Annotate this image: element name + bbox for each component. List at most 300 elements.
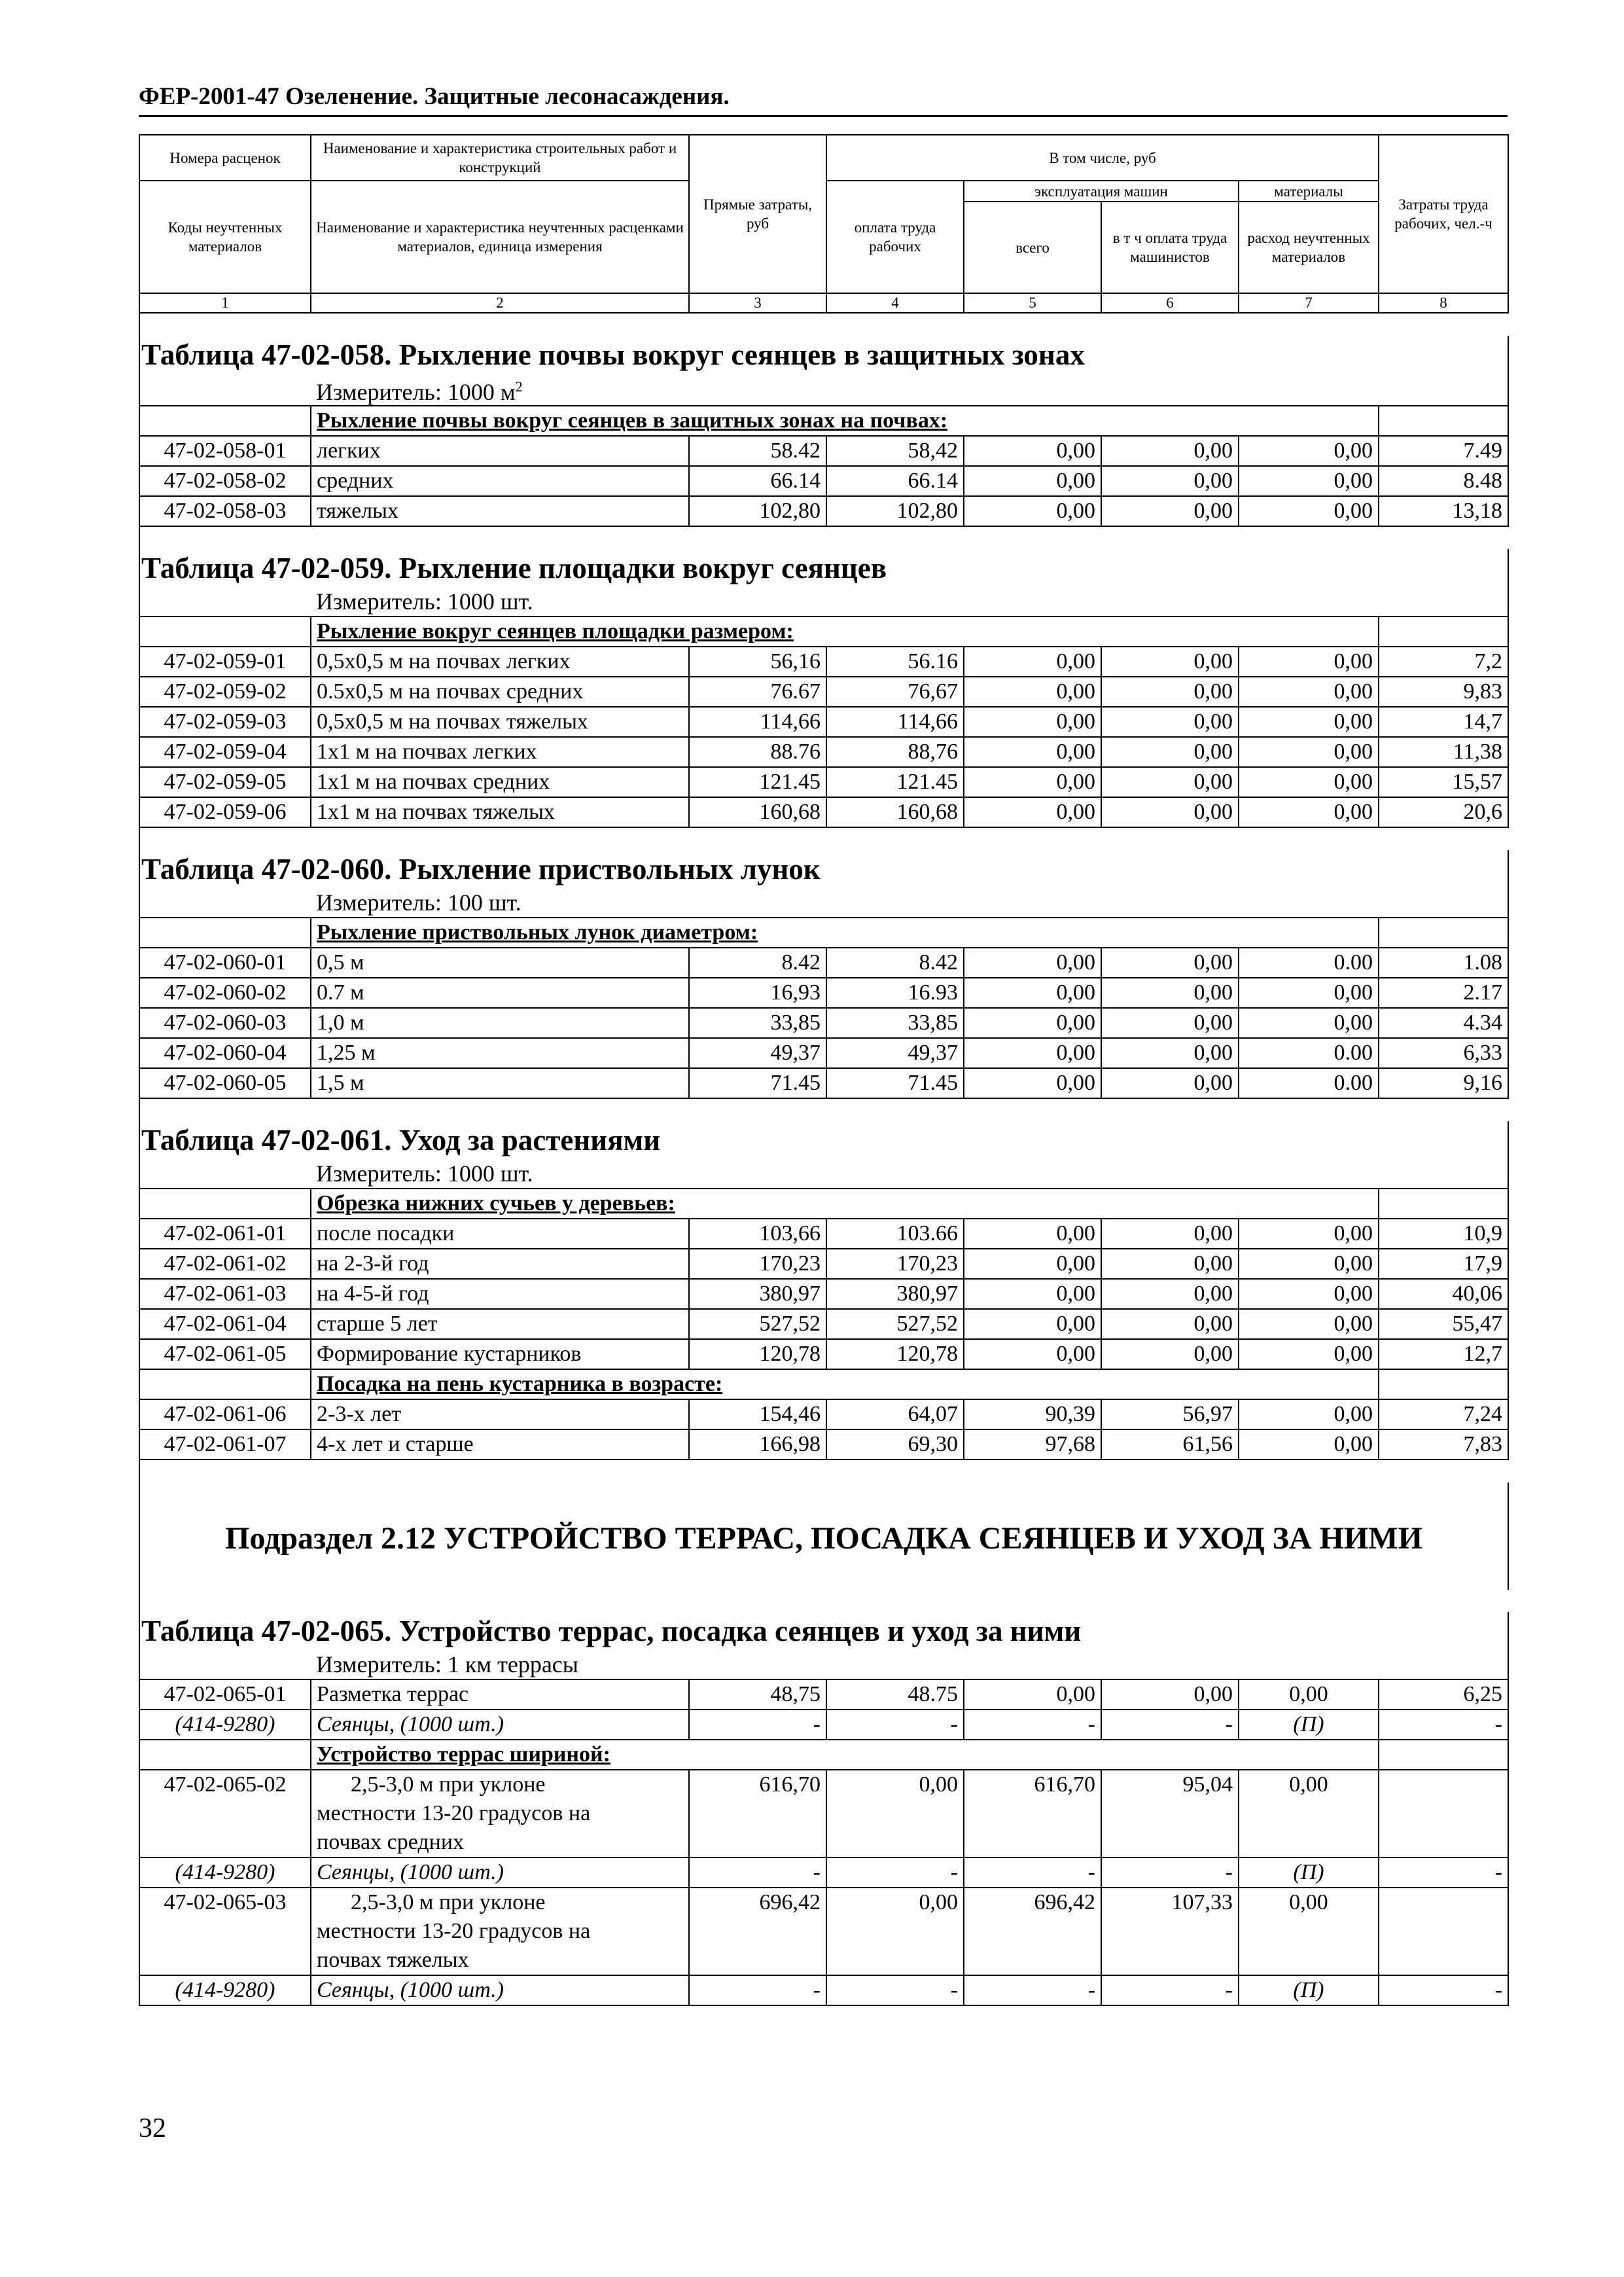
group-header-row — [139, 918, 1508, 948]
machinist-pay: 56,97 — [1101, 1399, 1239, 1429]
rates-table — [139, 134, 1509, 2006]
machine-total: 97,68 — [964, 1429, 1101, 1460]
materials: 0.00 — [1239, 1038, 1379, 1068]
direct-costs: 380,97 — [689, 1279, 826, 1309]
machinist-pay: 0,00 — [1101, 1679, 1239, 1710]
direct-costs: 8.42 — [689, 948, 826, 978]
rate-name: 2-3-х лет — [311, 1399, 689, 1429]
materials: 0,00 — [1239, 1279, 1379, 1309]
direct-costs: 16,93 — [689, 978, 826, 1008]
spacer-row — [139, 1590, 1508, 1612]
group-label: Посадка на пень кустарника в возрасте: — [311, 1369, 1379, 1399]
measure-spacer — [1379, 1159, 1508, 1189]
rate-code: 47-02-065-02 — [139, 1770, 311, 1857]
labor-pay: 71.45 — [826, 1068, 964, 1098]
direct-costs: 160,68 — [689, 797, 826, 827]
rate-code: 47-02-059-04 — [139, 737, 311, 767]
labor-pay: 16.93 — [826, 978, 964, 1008]
labor-hours: 13,18 — [1379, 496, 1508, 526]
materials: 0.00 — [1239, 1068, 1379, 1098]
machine-total: 0,00 — [964, 737, 1101, 767]
material-row — [139, 1857, 1508, 1888]
table-row — [139, 1068, 1508, 1098]
rate-code: 47-02-061-05 — [139, 1339, 311, 1369]
hdr-labor-pay: оплата труда рабочих — [826, 181, 964, 293]
direct-costs: 166,98 — [689, 1429, 826, 1460]
materials: (П) — [1239, 1975, 1379, 2005]
measure-text: Измеритель: 1000 шт. — [316, 1160, 533, 1187]
labor-hours: 12,7 — [1379, 1339, 1508, 1369]
machinist-pay: 0,00 — [1101, 677, 1239, 707]
labor-pay: 64,07 — [826, 1399, 964, 1429]
measure-label — [311, 888, 1379, 918]
labor-hours: 9,83 — [1379, 677, 1508, 707]
machine-total: 0,00 — [964, 978, 1101, 1008]
table-row — [139, 1399, 1508, 1429]
table-row — [139, 707, 1508, 737]
direct-costs: 66.14 — [689, 466, 826, 496]
direct-costs: 49,37 — [689, 1038, 826, 1068]
hdr-machine-operation: эксплуатация машин — [964, 181, 1239, 202]
table-title-row — [139, 549, 1508, 587]
measure-row — [139, 888, 1508, 918]
materials: 0,00 — [1239, 647, 1379, 677]
rate-name: 0.5х0,5 м на почвах средних — [311, 677, 689, 707]
materials: 0,00 — [1239, 466, 1379, 496]
rate-name: 1х1 м на почвах тяжелых — [311, 797, 689, 827]
labor-pay: 170,23 — [826, 1249, 964, 1279]
group-spacer — [139, 918, 311, 948]
group-spacer — [139, 1369, 311, 1399]
hdr-direct-costs: Прямые затраты, руб — [689, 135, 826, 293]
materials: 0,00 — [1239, 1429, 1379, 1460]
direct-costs: 120,78 — [689, 1339, 826, 1369]
machinist-pay: 0,00 — [1101, 1219, 1239, 1249]
machine-total: 0,00 — [964, 707, 1101, 737]
rate-code: 47-02-059-05 — [139, 767, 311, 797]
labor-pay: 114,66 — [826, 707, 964, 737]
measure-spacer — [139, 587, 311, 617]
measure-label — [311, 587, 1379, 617]
group-spacer — [139, 617, 311, 647]
group-label: Рыхление приствольных лунок диаметром: — [311, 918, 1379, 948]
machinist-pay: 0,00 — [1101, 978, 1239, 1008]
labor-pay: 48.75 — [826, 1679, 964, 1710]
rate-name: старше 5 лет — [311, 1309, 689, 1339]
machine-total: 0,00 — [964, 466, 1101, 496]
rate-name: легких — [311, 436, 689, 466]
rate-name: тяжелых — [311, 496, 689, 526]
machine-total: 0,00 — [964, 1679, 1101, 1710]
group-header-row — [139, 1369, 1508, 1399]
table-row — [139, 1038, 1508, 1068]
measure-spacer — [1379, 587, 1508, 617]
machinist-pay: - — [1101, 1975, 1239, 2005]
spacer-cell — [139, 827, 1508, 850]
labor-hours: - — [1379, 1710, 1508, 1740]
labor-pay: 103.66 — [826, 1219, 964, 1249]
rate-name: на 4-5-й год — [311, 1279, 689, 1309]
rate-name: 1,5 м — [311, 1068, 689, 1098]
labor-pay: 8.42 — [826, 948, 964, 978]
machine-total: 0,00 — [964, 797, 1101, 827]
labor-pay: 66.14 — [826, 466, 964, 496]
table-row — [139, 1219, 1508, 1249]
materials: 0,00 — [1239, 677, 1379, 707]
hdr-codes-unaccounted: Коды неучтенных материалов — [139, 181, 311, 293]
col-number: 8 — [1379, 293, 1508, 313]
group-header-row — [139, 1740, 1508, 1770]
materials: 0,00 — [1239, 1399, 1379, 1429]
direct-costs: 71.45 — [689, 1068, 826, 1098]
materials: 0,00 — [1239, 978, 1379, 1008]
labor-pay: 102,80 — [826, 496, 964, 526]
hdr-name-characteristics: Наименование и характеристика строительных работ и конструкций — [311, 135, 689, 181]
table-row — [139, 1770, 1508, 1857]
direct-costs: 76.67 — [689, 677, 826, 707]
materials: 0,00 — [1239, 767, 1379, 797]
rate-name: 1х1 м на почвах средних — [311, 767, 689, 797]
measure-unit-exponent: 2 — [515, 378, 523, 395]
table-title: Таблица 47-02-059. Рыхление площадки вокруг сеянцев — [139, 549, 1508, 587]
labor-hours: 6,25 — [1379, 1679, 1508, 1710]
labor-hours: 20,6 — [1379, 797, 1508, 827]
spacer-cell — [139, 526, 1508, 549]
group-header-row — [139, 406, 1508, 436]
rate-code: 47-02-058-02 — [139, 466, 311, 496]
col-number: 4 — [826, 293, 964, 313]
measure-text: Измеритель: 1000 шт. — [316, 588, 533, 615]
materials: 0,00 — [1239, 1219, 1379, 1249]
measure-text: Измеритель: 1000 м — [316, 379, 516, 405]
hdr-labor-costs: Затраты труда рабочих, чел.-ч — [1379, 135, 1508, 293]
machinist-pay: 0,00 — [1101, 1309, 1239, 1339]
labor-hours: 10,9 — [1379, 1219, 1508, 1249]
materials: 0,00 — [1239, 1309, 1379, 1339]
material-row — [139, 1710, 1508, 1740]
labor-pay: 88,76 — [826, 737, 964, 767]
table-row — [139, 436, 1508, 466]
labor-hours: 17,9 — [1379, 1249, 1508, 1279]
material-name: Сеянцы, (1000 шт.) — [311, 1975, 689, 2005]
labor-hours: - — [1379, 1857, 1508, 1888]
rate-code: 47-02-058-01 — [139, 436, 311, 466]
group-spacer — [139, 406, 311, 436]
col-number: 7 — [1239, 293, 1379, 313]
labor-hours — [1379, 1770, 1508, 1857]
labor-pay: 120,78 — [826, 1339, 964, 1369]
labor-hours: 7,2 — [1379, 647, 1508, 677]
rate-name-line: почвах тяжелых — [317, 1948, 469, 1972]
materials: (П) — [1239, 1710, 1379, 1740]
group-header-row — [139, 617, 1508, 647]
materials: 0,00 — [1239, 737, 1379, 767]
rate-name: средних — [311, 466, 689, 496]
hdr-rate-numbers: Номера расценок — [139, 135, 311, 181]
rate-name: 1,0 м — [311, 1008, 689, 1038]
measure-row — [139, 374, 1508, 406]
machinist-pay: 0,00 — [1101, 1068, 1239, 1098]
machine-total: 0,00 — [964, 496, 1101, 526]
labor-hours: 55,47 — [1379, 1309, 1508, 1339]
rate-code: 47-02-060-02 — [139, 978, 311, 1008]
materials: 0,00 — [1239, 1679, 1379, 1710]
header-row-1 — [139, 135, 1508, 181]
machine-total: 0,00 — [964, 1008, 1101, 1038]
direct-costs: 114,66 — [689, 707, 826, 737]
col-number: 1 — [139, 293, 311, 313]
measure-spacer — [139, 888, 311, 918]
measure-text: Измеритель: 100 шт. — [316, 889, 521, 916]
rate-code: 47-02-065-01 — [139, 1679, 311, 1710]
table-row — [139, 1279, 1508, 1309]
rate-code: 47-02-061-03 — [139, 1279, 311, 1309]
rate-code: 47-02-059-02 — [139, 677, 311, 707]
page-number: 32 — [139, 2113, 166, 2143]
table-row — [139, 1888, 1508, 1975]
direct-costs: 103,66 — [689, 1219, 826, 1249]
labor-pay: 380,97 — [826, 1279, 964, 1309]
rate-code: 47-02-065-03 — [139, 1888, 311, 1975]
machine-total: 0,00 — [964, 677, 1101, 707]
spacer-row — [139, 827, 1508, 850]
measure-spacer — [139, 1650, 311, 1679]
group-label: Рыхление вокруг сеянцев площадки размером: — [311, 617, 1379, 647]
subsection-row — [139, 1482, 1508, 1590]
labor-pay: 0,00 — [826, 1770, 964, 1857]
rate-code: 47-02-060-05 — [139, 1068, 311, 1098]
col-number: 5 — [964, 293, 1101, 313]
spacer-cell — [139, 313, 1508, 336]
table-row — [139, 1429, 1508, 1460]
materials: 0,00 — [1239, 1770, 1379, 1857]
spacer-cell — [139, 1590, 1508, 1612]
machine-total: 616,70 — [964, 1770, 1101, 1857]
rate-code: 47-02-060-01 — [139, 948, 311, 978]
rate-name: Формирование кустарников — [311, 1339, 689, 1369]
rate-name: на 2-3-й год — [311, 1249, 689, 1279]
table-title-row — [139, 1121, 1508, 1159]
machine-total: 0,00 — [964, 1038, 1101, 1068]
direct-costs: 58.42 — [689, 436, 826, 466]
rate-code: 47-02-061-06 — [139, 1399, 311, 1429]
machinist-pay: 0,00 — [1101, 647, 1239, 677]
rate-code: 47-02-061-01 — [139, 1219, 311, 1249]
labor-hours — [1379, 1888, 1508, 1975]
measure-spacer — [139, 1159, 311, 1189]
machine-total: 0,00 — [964, 1279, 1101, 1309]
direct-costs: 33,85 — [689, 1008, 826, 1038]
table-title-row — [139, 336, 1508, 374]
table-row — [139, 1008, 1508, 1038]
table-row — [139, 1309, 1508, 1339]
materials: 0,00 — [1239, 1888, 1379, 1975]
rate-code: 47-02-059-03 — [139, 707, 311, 737]
direct-costs: 154,46 — [689, 1399, 826, 1429]
rate-code: 47-02-058-03 — [139, 496, 311, 526]
measure-row — [139, 1650, 1508, 1679]
materials: 0,00 — [1239, 1249, 1379, 1279]
table-title-row — [139, 1612, 1508, 1650]
labor-pay: - — [826, 1857, 964, 1888]
machine-total: - — [964, 1975, 1101, 2005]
rate-name-line: 2,5-3,0 м при уклоне — [351, 1890, 546, 1914]
material-name: Сеянцы, (1000 шт.) — [311, 1857, 689, 1888]
direct-costs: 527,52 — [689, 1309, 826, 1339]
group-spacer — [1379, 1740, 1508, 1770]
material-code: (414-9280) — [139, 1710, 311, 1740]
labor-pay: 76,67 — [826, 677, 964, 707]
labor-pay: 160,68 — [826, 797, 964, 827]
labor-pay: 527,52 — [826, 1309, 964, 1339]
table-title-row — [139, 850, 1508, 888]
machine-total: 0,00 — [964, 1068, 1101, 1098]
machine-total: - — [964, 1857, 1101, 1888]
machine-total: - — [964, 1710, 1101, 1740]
machinist-pay: 0,00 — [1101, 737, 1239, 767]
rate-name: 0,5х0,5 м на почвах легких — [311, 647, 689, 677]
hdr-total: всего — [964, 202, 1101, 293]
page-header: ФЕР-2001-47 Озеленение. Защитные лесонасаждения. — [139, 83, 730, 110]
table-row — [139, 1339, 1508, 1369]
machine-total: 0,00 — [964, 1309, 1101, 1339]
labor-hours: 11,38 — [1379, 737, 1508, 767]
material-name: Сеянцы, (1000 шт.) — [311, 1710, 689, 1740]
table-row — [139, 797, 1508, 827]
labor-pay: - — [826, 1710, 964, 1740]
machinist-pay: 0,00 — [1101, 1038, 1239, 1068]
col-number: 6 — [1101, 293, 1239, 313]
spacer-row — [139, 1460, 1508, 1482]
col-number: 3 — [689, 293, 826, 313]
labor-pay: 0,00 — [826, 1888, 964, 1975]
rate-name: 0.7 м — [311, 978, 689, 1008]
machine-total: 0,00 — [964, 1219, 1101, 1249]
rate-code: 47-02-061-07 — [139, 1429, 311, 1460]
measure-label — [311, 1650, 1379, 1679]
measure-row — [139, 1159, 1508, 1189]
machine-total: 696,42 — [964, 1888, 1101, 1975]
machinist-pay: 0,00 — [1101, 797, 1239, 827]
rate-name: 1,25 м — [311, 1038, 689, 1068]
direct-costs: 170,23 — [689, 1249, 826, 1279]
table-row — [139, 647, 1508, 677]
material-row — [139, 1975, 1508, 2005]
direct-costs: 121.45 — [689, 767, 826, 797]
group-spacer — [139, 1740, 311, 1770]
col-number: 2 — [311, 293, 689, 313]
table-row — [139, 737, 1508, 767]
machinist-pay: 0,00 — [1101, 948, 1239, 978]
labor-hours: 15,57 — [1379, 767, 1508, 797]
header-rule — [139, 115, 1508, 117]
rate-name: 4-х лет и старше — [311, 1429, 689, 1460]
direct-costs: - — [689, 1975, 826, 2005]
labor-pay: 56.16 — [826, 647, 964, 677]
machinist-pay: 0,00 — [1101, 767, 1239, 797]
group-label: Рыхление почвы вокруг сеянцев в защитных зонах на почвах: — [311, 406, 1379, 436]
rate-name-line: почвах средних — [317, 1830, 465, 1854]
table-title: Таблица 47-02-058. Рыхление почвы вокруг сеянцев в защитных зонах — [139, 336, 1508, 374]
rate-code: 47-02-060-04 — [139, 1038, 311, 1068]
rate-name: после посадки — [311, 1219, 689, 1249]
labor-hours: 1.08 — [1379, 948, 1508, 978]
table-row — [139, 1679, 1508, 1710]
group-spacer — [1379, 1189, 1508, 1219]
rate-name — [311, 1770, 689, 1857]
rate-name — [311, 1888, 689, 1975]
material-code: (414-9280) — [139, 1975, 311, 2005]
table-row — [139, 466, 1508, 496]
rate-code: 47-02-060-03 — [139, 1008, 311, 1038]
rate-code: 47-02-059-06 — [139, 797, 311, 827]
materials: 0,00 — [1239, 797, 1379, 827]
machinist-pay: 107,33 — [1101, 1888, 1239, 1975]
materials: 0,00 — [1239, 1008, 1379, 1038]
group-spacer — [1379, 1369, 1508, 1399]
direct-costs: 616,70 — [689, 1770, 826, 1857]
machinist-pay: 0,00 — [1101, 496, 1239, 526]
measure-label — [311, 374, 1379, 406]
table-row — [139, 677, 1508, 707]
machinist-pay: 0,00 — [1101, 707, 1239, 737]
machinist-pay: - — [1101, 1710, 1239, 1740]
direct-costs: 56,16 — [689, 647, 826, 677]
labor-pay: 58,42 — [826, 436, 964, 466]
measure-spacer — [1379, 888, 1508, 918]
labor-hours: 40,06 — [1379, 1279, 1508, 1309]
measure-spacer — [139, 374, 311, 406]
measure-spacer — [1379, 1650, 1508, 1679]
spacer-row — [139, 313, 1508, 336]
direct-costs: 48,75 — [689, 1679, 826, 1710]
group-spacer — [1379, 406, 1508, 436]
materials: 0,00 — [1239, 1339, 1379, 1369]
labor-hours: 8.48 — [1379, 466, 1508, 496]
table-body — [139, 135, 1508, 2005]
rate-code: 47-02-061-04 — [139, 1309, 311, 1339]
spacer-row — [139, 1098, 1508, 1121]
subsection-title: Подраздел 2.12 УСТРОЙСТВО ТЕРРАС, ПОСАДКА СЕЯНЦЕВ И УХОД ЗА НИМИ — [139, 1482, 1508, 1590]
labor-pay: 121.45 — [826, 767, 964, 797]
direct-costs: 102,80 — [689, 496, 826, 526]
table-row — [139, 1249, 1508, 1279]
rate-code: 47-02-061-02 — [139, 1249, 311, 1279]
table-row — [139, 496, 1508, 526]
machine-total: 0,00 — [964, 948, 1101, 978]
machinist-pay: 61,56 — [1101, 1429, 1239, 1460]
labor-hours: 14,7 — [1379, 707, 1508, 737]
hdr-name-unaccounted: Наименование и характеристика неучтенных расценками материалов, единица измерения — [311, 181, 689, 293]
direct-costs: - — [689, 1710, 826, 1740]
table-row — [139, 978, 1508, 1008]
group-label: Обрезка нижних сучьев у деревьев: — [311, 1189, 1379, 1219]
labor-pay: - — [826, 1975, 964, 2005]
machine-total: 0,00 — [964, 1249, 1101, 1279]
spacer-row — [139, 526, 1508, 549]
measure-label — [311, 1159, 1379, 1189]
material-code: (414-9280) — [139, 1857, 311, 1888]
table-row — [139, 948, 1508, 978]
labor-hours: 7,24 — [1379, 1399, 1508, 1429]
labor-hours: 4.34 — [1379, 1008, 1508, 1038]
labor-pay: 33,85 — [826, 1008, 964, 1038]
machine-total: 0,00 — [964, 767, 1101, 797]
materials: 0,00 — [1239, 707, 1379, 737]
table-title: Таблица 47-02-060. Рыхление приствольных лунок — [139, 850, 1508, 888]
hdr-unaccounted-materials-use: расход неучтенных материалов — [1239, 202, 1379, 293]
rate-name: 0,5 м — [311, 948, 689, 978]
